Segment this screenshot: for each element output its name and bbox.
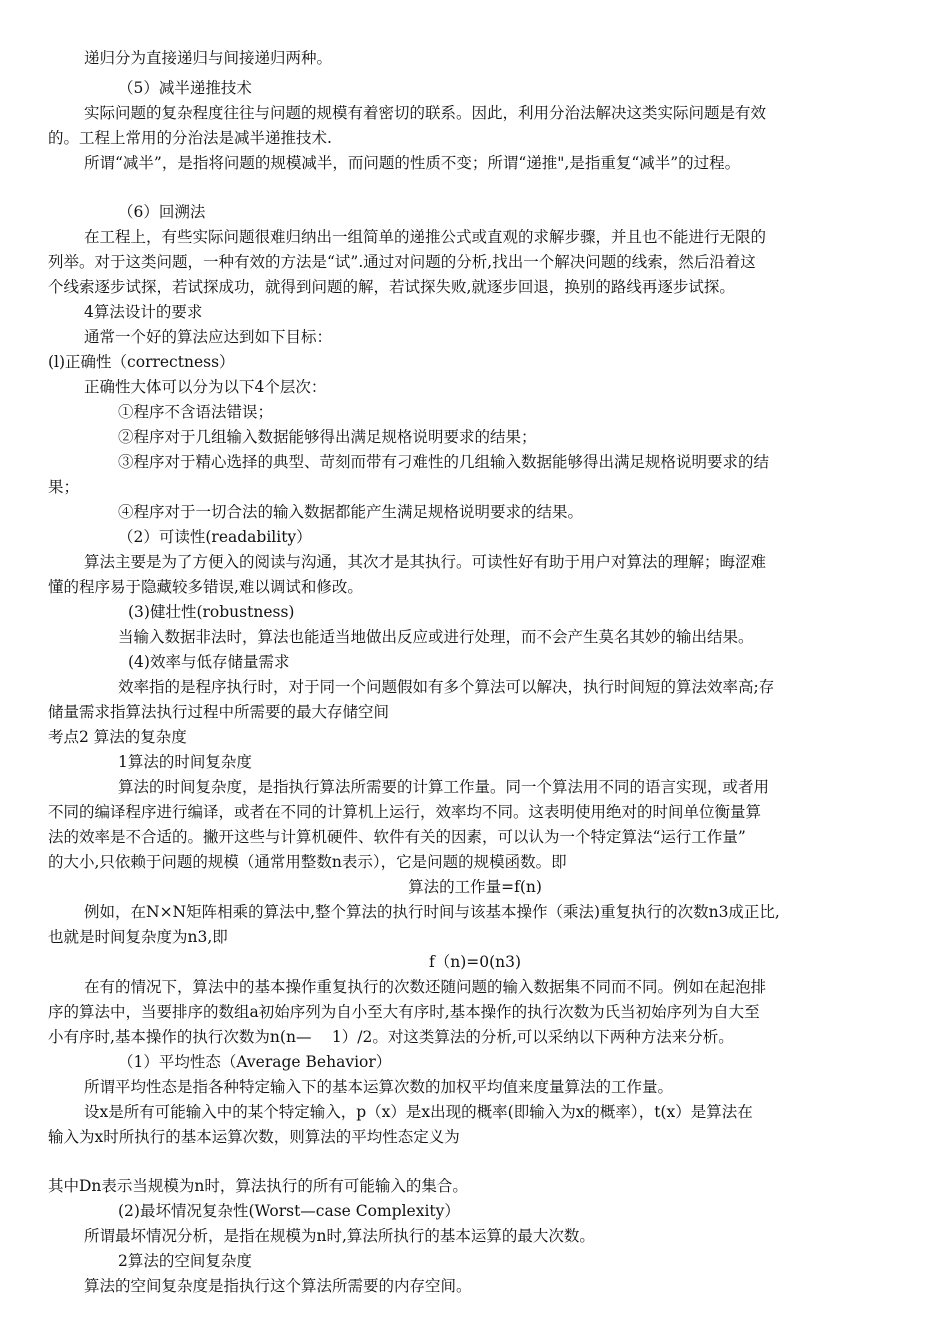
paragraph-line: 的大小,只依赖于问题的规模（通常用整数n表示），它是问题的规模函数。即 [48,853,567,871]
section-heading: 4算法设计的要求 [84,303,203,321]
section-heading: （6）回溯法 [118,203,206,221]
paragraph-line: 所谓最坏情况分析，是指在规模为n时,算法所执行的基本运算的最大次数。 [84,1227,595,1245]
paragraph-line: 列举。对于这类问题，一种有效的方法是“试”.通过对问题的分析,找出一个解决问题的线索，然后沿着这 [48,253,756,271]
paragraph-line: 法的效率是不合适的。撇开这些与计算机硬件、软件有关的因素，可以认为一个特定算法“运行工作量” [48,828,746,846]
paragraph-line: 递归分为直接递归与间接递归两种。 [84,49,333,67]
paragraph-line: 不同的编译程序进行编译，或者在不同的计算机上运行，效率均不同。这表明使用绝对的时间单位衡量算 [48,803,762,821]
section-heading: （5）减半递推技术 [118,79,252,97]
section-heading: 2算法的空间复杂度 [118,1252,252,1270]
paragraph-line: 其中Dn表示当规模为n时，算法执行的所有可能输入的集合。 [48,1177,468,1195]
paragraph-line: 所谓“减半”，是指将问题的规模减半，而问题的性质不变；所谓“递推",是指重复“减半”的过程。 [84,154,741,172]
paragraph-line: 实际问题的复杂程度往往与问题的规模有着密切的联系。因此，利用分治法解决这类实际问题是有效 [84,104,767,122]
paragraph-line: 小有序时,基本操作的执行次数为n(n— 1）/2。对这类算法的分析,可以采纳以下两种方法来分析。 [48,1028,734,1046]
section-heading: 考点2 算法的复杂度 [48,728,187,746]
list-item: ①程序不含语法错误； [118,403,274,421]
paragraph-line: 例如，在N×N矩阵相乘的算法中,整个算法的执行时间与该基本操作（乘法)重复执行的次数n3成正比, [84,903,780,921]
paragraph-line: 个线索逐步试探，若试探成功，就得到问题的解，若试探失败,就逐步回退，换别的路线再逐步试探。 [48,278,735,296]
paragraph-line: 正确性大体可以分为以下4个层次： [84,378,327,396]
formula: f（n)=0(n3) [428,953,522,971]
paragraph-line: 通常一个好的算法应达到如下目标： [84,328,333,346]
section-heading: 1算法的时间复杂度 [118,753,252,771]
section-heading: （2）可读性(readability） [118,528,312,546]
paragraph-line: 在工程上，有些实际问题很难归纳出一组简单的递推公式或直观的求解步骤，并且也不能进行无限的 [84,228,767,246]
list-item-continuation: 果； [48,478,80,496]
paragraph-line: 效率指的是程序执行时，对于同一个问题假如有多个算法可以解决，执行时间短的算法效率高;存 [118,678,775,696]
paragraph-line: 算法的空间复杂度是指执行这个算法所需要的内存空间。 [84,1277,472,1295]
paragraph-line: 设x是所有可能输入中的某个特定输入，p（x）是x出现的概率(即输入为x的概率），t(x）是算法在 [84,1103,753,1121]
paragraph-line: 当输入数据非法时，算法也能适当地做出反应或进行处理，而不会产生莫名其妙的输出结果。 [118,628,754,646]
section-heading: (3)健壮性(robustness) [128,603,295,621]
paragraph-line: 也就是时间复杂度为n3,即 [48,928,228,946]
list-item: ③程序对于精心选择的典型、苛刻而带有刁难性的几组输入数据能够得出满足规格说明要求的结 [118,453,770,471]
paragraph-line: 在有的情况下，算法中的基本操作重复执行的次数还随问题的输入数据集不同而不同。例如在起泡排 [84,978,767,996]
paragraph-line: 输入为x时所执行的基本运算次数，则算法的平均性态定义为 [48,1128,460,1146]
section-heading: (4)效率与低存储量需求 [128,653,290,671]
paragraph-line: 序的算法中，当要排序的数组a初始序列为自小至大有序时,基本操作的执行次数为氏当初始序列为自大至 [48,1003,760,1021]
list-item: ④程序对于一切合法的输入数据都能产生满足规格说明要求的结果。 [118,503,584,521]
section-heading: （1）平均性态（Average Behavior） [118,1053,392,1071]
paragraph-line: 懂的程序易于隐藏较多错误,难以调试和修改。 [48,578,363,596]
paragraph-line: 储量需求指算法执行过程中所需要的最大存储空间 [48,703,390,721]
section-heading: (2)最坏情况复杂性(Worst—case Complexity） [118,1202,460,1220]
section-heading: (l)正确性（correctness） [48,353,235,371]
list-item: ②程序对于几组输入数据能够得出满足规格说明要求的结果； [118,428,537,446]
paragraph-line: 的。工程上常用的分治法是减半递推技术. [48,129,332,147]
formula: 算法的工作量=f(n) [408,878,542,896]
paragraph-line: 算法主要是为了方便入的阅读与沟通，其次才是其执行。可读性好有助于用户对算法的理解；晦涩难 [84,553,767,571]
paragraph-line: 所谓平均性态是指各种特定输入下的基本运算次数的加权平均值来度量算法的工作量。 [84,1078,674,1096]
paragraph-line: 算法的时间复杂度，是指执行算法所需要的计算工作量。同一个算法用不同的语言实现，或者用 [118,778,770,796]
